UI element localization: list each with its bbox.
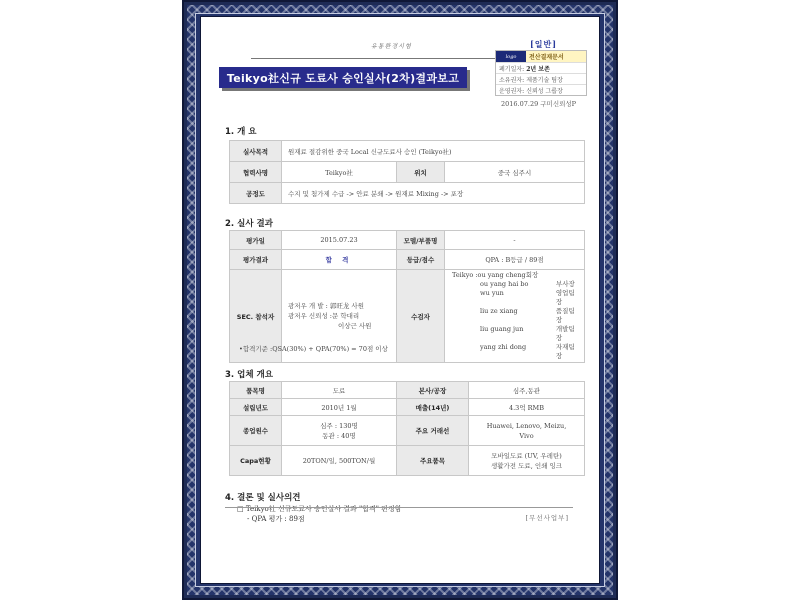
company-overview-table — [229, 381, 585, 476]
reviewer-name: ou yang hai bo — [480, 280, 529, 288]
reviewer-item — [452, 280, 581, 289]
document-page — [200, 16, 600, 584]
approval-label: 소유권자: — [499, 76, 525, 84]
hq-factory-label: 본사/공장 — [397, 382, 469, 399]
table-row — [230, 399, 585, 416]
reviewer-title: 자재팀장 — [555, 343, 575, 360]
department-footer: [무선사업부] — [525, 514, 569, 522]
item-label: 품목명 — [230, 382, 282, 399]
product-line: 모바일도료 (UV, 우레탄) — [491, 451, 562, 460]
process-value: 수지 및 첨가제 수급 -> 안료 분쇄 -> 원재료 Mixing -> 포장 — [282, 183, 585, 204]
model-label: 모델/부품명 — [397, 231, 445, 250]
employees-line: 심주 : 130명 — [320, 421, 358, 430]
result-value — [282, 250, 397, 270]
reviewer-item — [452, 307, 581, 325]
location-label: 위치 — [397, 162, 445, 183]
table-row — [230, 446, 585, 476]
document-title: Teikyo社신규 도료사 승인실사(2차)결과보고 — [219, 67, 467, 88]
attendee-line: 이상근 사원 — [338, 322, 372, 330]
eval-date-value: 2015.07.23 — [282, 231, 397, 250]
section-4-title: 4. 결론 및 실사의견 — [225, 493, 301, 503]
sec-attendees-label: SEC. 참석자 — [230, 270, 282, 363]
model-value: - — [445, 231, 585, 250]
reviewer-title: 회장 — [525, 271, 539, 279]
document-border-frame — [182, 0, 618, 600]
reviewer-title: 개발팀장 — [555, 325, 575, 342]
pass-criteria-note: •합격기준 :QSA(30%) + QPA(70%) = 70점 이상 — [239, 345, 388, 353]
partner-value: Teikyo社 — [282, 162, 397, 183]
reviewer-name: yang zhi dong — [480, 343, 527, 351]
table-row — [230, 162, 585, 183]
sales-value: 4.3억 RMB — [469, 399, 585, 416]
attendee-line: 광저우 개 발 : 郭旺龙 사원 — [288, 302, 364, 310]
partner-label: 협력사명 — [230, 162, 282, 183]
hq-factory-value: 심주,동관 — [469, 382, 585, 399]
result-label: 평가결과 — [230, 250, 282, 270]
section-3-title: 3. 업체 개요 — [225, 370, 273, 380]
approval-box — [495, 50, 587, 96]
purpose-value: 원재료 절감위한 중국 Local 신규도료사 승인 (Teikyo社) — [282, 141, 585, 162]
reviewer-name: wu yun — [480, 289, 504, 297]
grade-label: 등급/점수 — [397, 250, 445, 270]
conclusion-line: - QPA 평가 : 89점 — [247, 515, 305, 523]
item-value: 도료 — [282, 382, 397, 399]
approval-value: 신뢰성 그룹장 — [526, 87, 563, 95]
table-row — [230, 141, 585, 162]
overview-table — [229, 140, 585, 204]
grade-value: QPA : B등급 / 89점 — [445, 250, 585, 270]
table-row — [230, 382, 585, 399]
company-logo-icon: logo — [496, 51, 526, 62]
section-1-title: 1. 개 요 — [225, 127, 257, 137]
header-center-text: 유통환경시험 — [371, 43, 412, 50]
table-row — [230, 183, 585, 204]
purpose-label: 실사목적 — [230, 141, 282, 162]
employees-line: 동관 : 40명 — [322, 431, 356, 440]
reviewer-title: 영업팀장 — [555, 289, 575, 306]
reviewee-label: 수검자 — [397, 270, 445, 363]
reviewer-prefix: Teikyo : — [452, 271, 478, 279]
eval-date-label: 평가일 — [230, 231, 282, 250]
approval-row-operator — [496, 84, 586, 95]
classification-label: [일반] — [529, 39, 557, 49]
employees-label: 종업원수 — [230, 416, 282, 446]
reviewer-title: 부사장 — [556, 280, 575, 288]
footer-rule — [225, 507, 573, 508]
reviewer-item — [452, 325, 581, 343]
founded-value: 2010년 1월 — [282, 399, 397, 416]
product-line: 생활가전 도료, 인쇄 잉크 — [490, 461, 563, 470]
customers-value — [469, 416, 585, 446]
reviewee-value — [445, 270, 585, 363]
table-row — [230, 416, 585, 446]
reviewer-title: 품질팀장 — [555, 307, 575, 324]
main-products-label: 주요품목 — [397, 446, 469, 476]
employees-value — [282, 416, 397, 446]
table-row — [230, 231, 585, 250]
approval-label: 운영권자: — [499, 87, 525, 95]
capa-value: 20TON/일, 500TON/월 — [282, 446, 397, 476]
reviewer-name: ou yang cheng — [477, 271, 526, 279]
location-value: 중국 심주시 — [445, 162, 585, 183]
approval-row-owner — [496, 73, 586, 84]
capa-label: Capa현황 — [230, 446, 282, 476]
reviewer-item — [452, 271, 581, 280]
founded-label: 설립년도 — [230, 399, 282, 416]
approval-value: 2년 보존 — [526, 65, 550, 73]
main-products-value — [469, 446, 585, 476]
table-row — [230, 250, 585, 270]
reviewer-name: liu guang jun — [480, 325, 524, 333]
approval-value: 제품기술 팀장 — [526, 76, 563, 84]
date-stamp: 2016.07.29 구미신뢰성P — [501, 100, 577, 108]
reviewer-item — [452, 289, 581, 307]
customers-label: 주요 거래선 — [397, 416, 469, 446]
approval-header: 전산결재문서 — [526, 51, 586, 62]
approval-row-retention — [496, 62, 586, 73]
customers-line: Huawei, Lenovo, Meizu, — [486, 421, 567, 430]
process-label: 공정도 — [230, 183, 282, 204]
customers-line: Vivo — [519, 431, 534, 440]
sales-label: 매출(14년) — [397, 399, 469, 416]
section-2-title: 2. 실사 결과 — [225, 219, 273, 229]
pass-badge: 합 격 — [325, 256, 353, 264]
attendee-line: 광저우 신뢰성 :문 학대리 — [288, 312, 360, 320]
reviewer-item — [452, 343, 581, 361]
conclusion-line: □ Teikyo社 신규도료사 승인실사 결과 "합격" 판정함 — [237, 505, 402, 513]
approval-label: 폐기일자: — [499, 65, 525, 73]
reviewer-name: liu ze xiang — [480, 307, 518, 315]
